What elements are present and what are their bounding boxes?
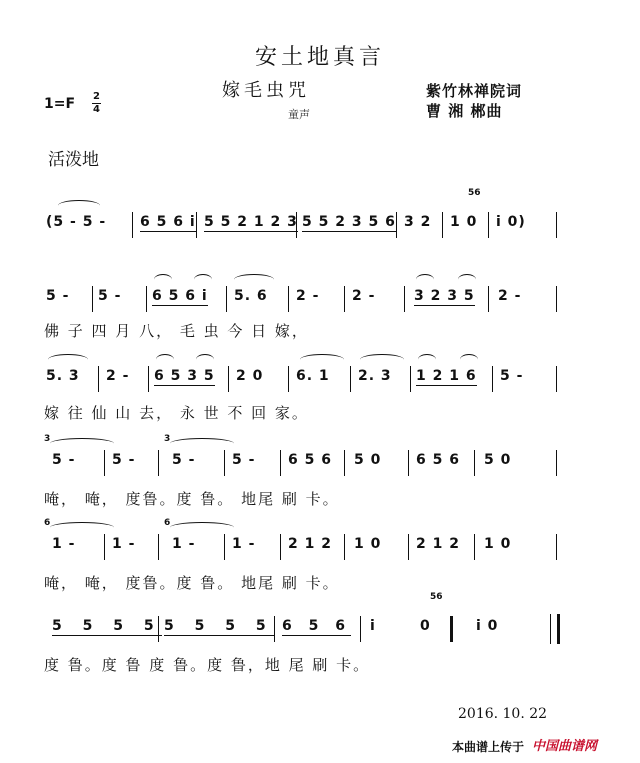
measure: 3 2 3 5 — [414, 288, 475, 304]
measure: 5 5 2 3 5 6 — [302, 214, 396, 230]
barline — [158, 534, 159, 560]
measure: 1 - — [172, 536, 196, 552]
barline — [224, 450, 225, 476]
barline — [442, 212, 443, 238]
slur — [154, 274, 172, 285]
measure: i 0) — [496, 214, 526, 230]
slur — [196, 354, 214, 365]
measure: 5 - — [46, 288, 70, 304]
grace-note: 56 — [468, 188, 481, 198]
barline — [92, 286, 93, 312]
slur — [460, 354, 478, 365]
barline — [344, 534, 345, 560]
barline — [158, 450, 159, 476]
measure: 2 0 — [236, 368, 264, 384]
barline — [556, 450, 557, 476]
slur — [194, 274, 212, 285]
measure: 5 0 — [354, 452, 382, 468]
measure: 6 5 6 — [282, 618, 351, 634]
measure: 6 5 3 5 — [154, 368, 215, 384]
composer-credit: 曹 湘 郴曲 — [426, 102, 503, 120]
final-barline — [550, 614, 560, 644]
measure: 6 5 6 — [288, 452, 332, 468]
barline — [104, 450, 105, 476]
measure: 5. 6 — [234, 288, 268, 304]
site-logo[interactable]: 中国曲谱网 — [532, 739, 598, 754]
measure: 6. 1 — [296, 368, 330, 384]
barline — [408, 450, 409, 476]
measure: 5 5 2 1 2 3 — [204, 214, 298, 230]
barline — [226, 286, 227, 312]
measure: 5. 3 — [46, 368, 80, 384]
lyrics-line-5: 度 鲁。度 鲁 度 鲁。度 鲁，地 尾 刷 卡。 — [44, 656, 371, 674]
measure: 5 5 5 5 — [52, 618, 162, 634]
barline — [104, 534, 105, 560]
measure: 6 5 6 — [416, 452, 460, 468]
measure: 2 - — [498, 288, 522, 304]
barline — [556, 212, 557, 238]
barline — [410, 366, 411, 392]
lyricist-credit: 紫竹林禅院词 — [426, 82, 523, 100]
voice-type: 童声 — [288, 108, 310, 121]
measure: 1 2 1 6 — [416, 368, 477, 384]
barline — [98, 366, 99, 392]
barline — [288, 286, 289, 312]
time-top: 2 — [93, 91, 100, 102]
barline — [344, 286, 345, 312]
measure: 1 - — [112, 536, 136, 552]
slur — [458, 274, 476, 285]
barline — [556, 366, 557, 392]
barline — [474, 534, 475, 560]
slur — [50, 522, 114, 533]
barline — [196, 212, 197, 238]
barline — [344, 450, 345, 476]
tempo-marking: 活泼地 — [48, 150, 99, 170]
measure: 1 0 — [450, 214, 478, 230]
barline — [148, 366, 149, 392]
measure: 2 - — [106, 368, 130, 384]
measure: 5 - — [172, 452, 196, 468]
barline — [556, 534, 557, 560]
score-date: 2016. 10. 22 — [458, 706, 548, 722]
measure: 5 - — [52, 452, 76, 468]
measure: (5 - 5 - — [46, 214, 107, 230]
measure: 2 1 2 — [288, 536, 332, 552]
barline — [146, 286, 147, 312]
score-system-1 — [44, 188, 564, 244]
measure: 5 0 — [484, 452, 512, 468]
barline — [158, 616, 159, 642]
slur — [416, 274, 434, 285]
barline — [228, 366, 229, 392]
measure: 5 - — [500, 368, 524, 384]
upload-note: 本曲谱上传于 — [452, 740, 525, 754]
barline — [224, 534, 225, 560]
lyrics-line-4: 唵， 唵， 度鲁。度 鲁。 地尾 刷 卡。 — [44, 574, 340, 592]
barline — [492, 366, 493, 392]
barline — [360, 616, 361, 642]
measure: 5 5 5 5 — [164, 618, 274, 634]
barline — [296, 212, 297, 238]
grace-note: 3 — [164, 434, 171, 444]
measure: 5 - — [232, 452, 256, 468]
lyrics-line-1: 佛 子 四 月 八， 毛 虫 今 日 嫁， — [44, 322, 309, 340]
grace-note: 6 — [44, 518, 51, 528]
time-bottom: 4 — [93, 104, 100, 115]
measure: 5 - — [112, 452, 136, 468]
barline — [280, 450, 281, 476]
slur — [170, 522, 234, 533]
measure: 1 0 — [354, 536, 382, 552]
barline — [396, 212, 397, 238]
barline — [132, 212, 133, 238]
slur — [48, 354, 88, 365]
measure: i 0 — [476, 618, 499, 634]
barline — [288, 366, 289, 392]
slur — [50, 438, 114, 449]
measure: 2 - — [296, 288, 320, 304]
barline — [404, 286, 405, 312]
score-system-2 — [44, 282, 564, 318]
measure: 0 — [420, 618, 431, 634]
slur — [234, 274, 274, 285]
key-signature: 1=F — [44, 96, 76, 112]
song-subtitle: 嫁毛虫咒 — [222, 80, 310, 101]
barline — [274, 616, 275, 642]
measure: i — [370, 618, 376, 634]
measure: 6 5 6 i — [140, 214, 196, 230]
measure: 2 1 2 — [416, 536, 460, 552]
measure: 1 0 — [484, 536, 512, 552]
grace-note: 6 — [164, 518, 171, 528]
slur — [156, 354, 174, 365]
barline — [350, 366, 351, 392]
measure: 2. 3 — [358, 368, 392, 384]
measure: 6 5 6 i — [152, 288, 208, 304]
slur — [58, 200, 100, 211]
lyrics-line-2: 嫁 往 仙 山 去， 永 世 不 回 家。 — [44, 404, 309, 422]
measure: 3 2 — [404, 214, 432, 230]
score-system-6 — [44, 592, 564, 648]
score-system-5 — [44, 518, 564, 566]
slur — [418, 354, 436, 365]
measure: 5 - — [98, 288, 122, 304]
score-system-4 — [44, 434, 564, 482]
measure: 1 - — [52, 536, 76, 552]
barline — [408, 534, 409, 560]
barline — [488, 212, 489, 238]
barline — [474, 450, 475, 476]
score-system-3 — [44, 362, 564, 398]
slur — [360, 354, 404, 365]
measure: 1 - — [232, 536, 256, 552]
barline — [280, 534, 281, 560]
song-title: 安土地真言 — [254, 45, 385, 70]
time-signature — [92, 92, 101, 115]
barline — [488, 286, 489, 312]
grace-note: 56 — [430, 592, 443, 602]
slur — [170, 438, 234, 449]
grace-note: 3 — [44, 434, 51, 444]
barline — [556, 286, 557, 312]
repeat-end-barline — [446, 616, 453, 642]
measure: 2 - — [352, 288, 376, 304]
lyrics-line-3: 唵， 唵， 度鲁。度 鲁。 地尾 刷 卡。 — [44, 490, 340, 508]
slur — [300, 354, 344, 365]
